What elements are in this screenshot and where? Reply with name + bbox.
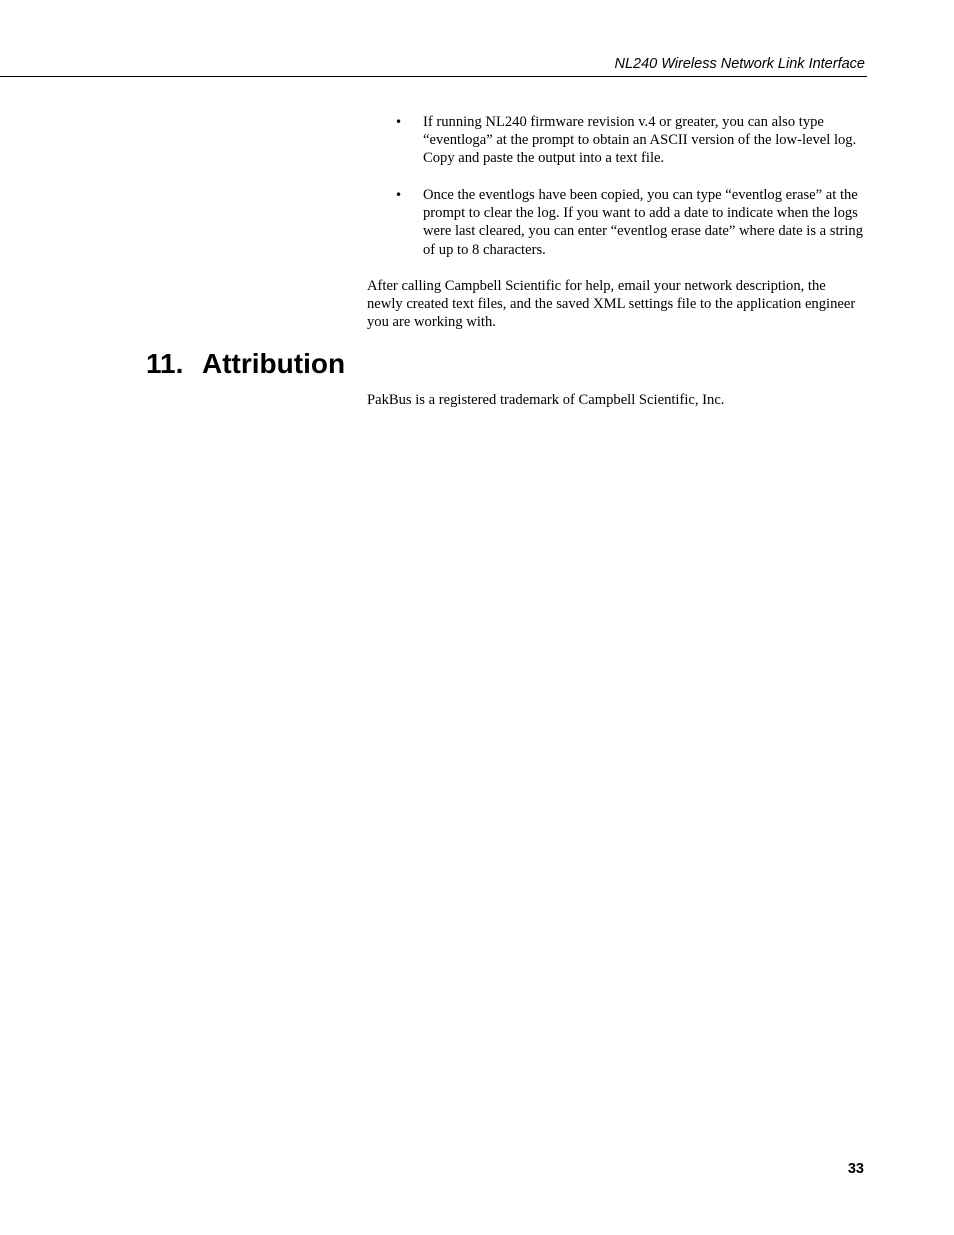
bullet-list <box>391 113 866 278</box>
bullet-icon: • <box>395 115 403 129</box>
list-item <box>391 113 866 167</box>
page-number: 33 <box>847 1161 864 1177</box>
bullet-text: Once the eventlogs have been copied, you can type “eventlog erase” at the prompt to clear the log. If you want to add a date to indicate when the logs were last cleared, you can enter “eventlog erase date” where date is a string of up to 8 characters. <box>423 187 864 258</box>
body-paragraph: After calling Campbell Scientific for help, email your network description, the newly created text files, and the saved XML settings file to the application engineer you are working with. <box>367 278 856 331</box>
bullet-icon: • <box>395 188 403 203</box>
header-rule <box>0 76 867 77</box>
bullet-text: If running NL240 firmware revision v.4 or greater, you can also type “eventloga” at the prompt to obtain an ASCII version of the low-level log. Copy and paste the output into a text file. <box>423 114 857 167</box>
list-item <box>391 186 866 258</box>
section-number: 11. <box>146 348 184 379</box>
section-title: Attribution <box>202 348 346 379</box>
section-heading <box>146 346 345 382</box>
trademark-paragraph: PakBus is a registered trademark of Campbell Scientific, Inc. <box>367 392 725 408</box>
running-header: NL240 Wireless Network Link Interface <box>614 56 865 72</box>
